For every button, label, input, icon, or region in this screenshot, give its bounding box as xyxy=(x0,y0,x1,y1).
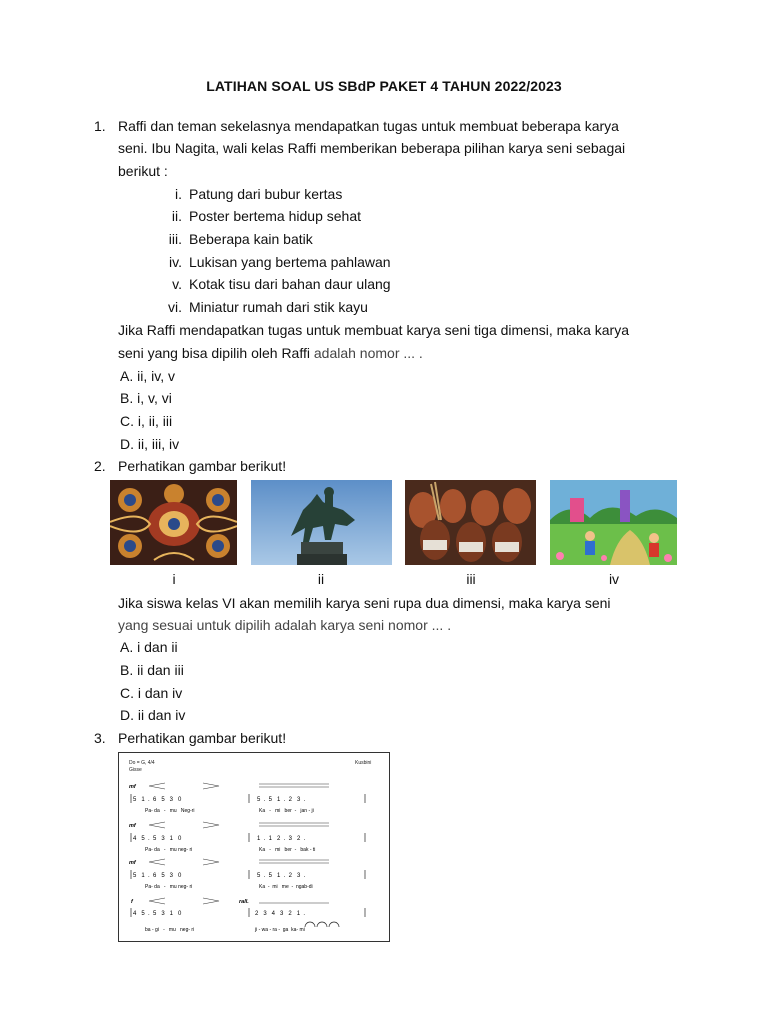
question-1-number: 1. xyxy=(94,118,106,134)
list-item: Poster bertema hidup sehat xyxy=(189,208,361,224)
question-2-text-line: yang sesuai untuk dipilih adalah karya seni nomor ... . xyxy=(118,617,452,633)
question-1-prompt: seni yang bisa dipilih oleh Raffi adalah nomor ... . xyxy=(118,345,423,361)
list-item: Kotak tisu dari bahan daur ulang xyxy=(189,276,391,292)
notation-numbers: 4 5 . 5 3 1 0 xyxy=(133,836,182,842)
dynamic-mark: mf xyxy=(129,860,136,866)
rall-mark: rall. xyxy=(239,899,249,905)
question-2-prompt: Perhatikan gambar berikut! xyxy=(118,458,287,474)
notation-numbers: 5 . 5 1 . 2 3 . xyxy=(257,873,306,879)
lyric-line: Ka - mi me - ngab-di xyxy=(259,884,313,890)
list-item-number: vi. xyxy=(168,299,182,315)
question-1-text-line: berikut : xyxy=(118,163,168,179)
list-item: Miniatur rumah dari stik kayu xyxy=(189,299,368,315)
list-item-number: ii. xyxy=(171,208,182,224)
notation-tempo: Gisse xyxy=(129,767,142,773)
dynamic-mark: f xyxy=(131,899,133,905)
notation-numbers: 5 1 . 6 5 3 0 xyxy=(133,797,182,803)
answer-option-a[interactable]: A. ii, iv, v xyxy=(120,368,175,384)
notation-numbers: 1 . 1 2 . 3 2 . xyxy=(257,836,306,842)
image-label-iii: iii xyxy=(466,571,476,587)
lyric-line: Pa- da - mu neg- ri xyxy=(145,847,193,853)
lyric-line: Ka - mi ber - jan - ji xyxy=(259,808,314,814)
page-title: LATIHAN SOAL US SBdP PAKET 4 TAHUN 2022/2023 xyxy=(206,78,562,94)
list-item-number: iv. xyxy=(169,254,182,270)
list-item-number: i. xyxy=(175,186,182,202)
question-1-text-line: seni. Ibu Nagita, wali kelas Raffi memberikan beberapa pilihan karya seni sebagai xyxy=(118,140,626,156)
question-3-number: 3. xyxy=(94,730,106,746)
answer-option-d[interactable]: D. ii dan iv xyxy=(120,707,186,723)
dynamic-mark: mf xyxy=(129,823,136,829)
answer-option-d[interactable]: D. ii, iii, iv xyxy=(120,436,180,452)
lyric-line: Pa- da - mu Neg-ri xyxy=(145,808,195,814)
lyric-line: Ka - mi ber - bak - ti xyxy=(259,847,316,853)
list-item: Beberapa kain batik xyxy=(189,231,313,247)
image-label-ii: ii xyxy=(317,571,325,587)
notation-composer: Kusbini xyxy=(355,760,372,766)
answer-option-c[interactable]: C. i dan iv xyxy=(120,685,183,701)
notation-numbers: 2 3 4 3 2 1 . xyxy=(255,911,306,917)
question-3-prompt: Perhatikan gambar berikut! xyxy=(118,730,287,746)
answer-option-c[interactable]: C. i, ii, iii xyxy=(120,413,173,429)
list-item: Patung dari bubur kertas xyxy=(189,186,343,202)
lyric-line: Pa- da - mu neg- ri xyxy=(145,884,193,890)
notation-key: Do = G, 4/4 xyxy=(129,760,155,766)
image-label-i: i xyxy=(172,571,176,587)
pottery-image xyxy=(405,480,536,565)
answer-option-a[interactable]: A. i dan ii xyxy=(120,639,178,655)
song-notation-sheet xyxy=(118,752,390,942)
list-item-number: v. xyxy=(172,276,182,292)
painting-image xyxy=(550,480,677,565)
lyric-line: ji - wa - ra - ga ka- mi xyxy=(255,927,305,933)
image-label-iv: iv xyxy=(608,571,620,587)
answer-option-b[interactable]: B. ii dan iii xyxy=(120,662,184,678)
question-1-text-line: Raffi dan teman sekelasnya mendapatkan tugas untuk membuat beberapa karya xyxy=(118,118,619,134)
question-2-text-line: Jika siswa kelas VI akan memilih karya seni rupa dua dimensi, maka karya seni xyxy=(118,595,611,611)
horse-statue-image xyxy=(251,480,392,565)
list-item-number: iii. xyxy=(168,231,182,247)
list-item: Lukisan yang bertema pahlawan xyxy=(189,254,391,270)
question-1-prompt: Jika Raffi mendapatkan tugas untuk membuat karya seni tiga dimensi, maka karya xyxy=(118,322,629,338)
question-2-number: 2. xyxy=(94,458,106,474)
notation-numbers: 5 1 . 6 5 3 0 xyxy=(133,873,182,879)
notation-numbers: 5 . 5 1 . 2 3 . xyxy=(257,797,306,803)
batik-image xyxy=(110,480,237,565)
dynamic-mark: mf xyxy=(129,784,136,790)
notation-numbers: 4 5 . 5 3 1 0 xyxy=(133,911,182,917)
lyric-line: ba - gi - mu neg- ri xyxy=(145,927,195,933)
answer-option-b[interactable]: B. i, v, vi xyxy=(120,390,172,406)
